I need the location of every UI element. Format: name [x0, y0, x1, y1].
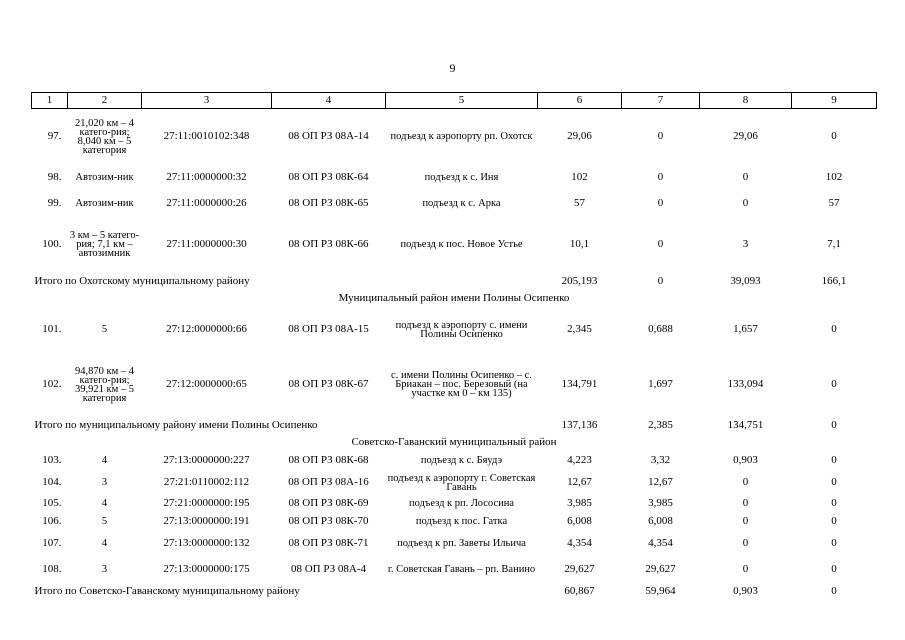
road-category: 94,870 км – 4 катего-рия; 39,921 км – 5 категория — [75, 365, 134, 404]
section-heading: Советско-Гаванский муниципальный район — [351, 436, 557, 448]
total-value: 166,1 — [821, 275, 847, 287]
road-id: 08 ОП РЗ 08К-65 — [288, 197, 369, 209]
length-col-7: 6,008 — [648, 515, 673, 527]
total-label: Итого по Охотскому муниципальному району — [34, 275, 250, 287]
total-label: Итого по муниципальному району имени Полины Осипенко — [34, 419, 318, 431]
road-name: подъезд к пос. Новое Устье — [400, 239, 523, 250]
total-value: 60,867 — [564, 585, 595, 597]
total-value: 134,751 — [727, 419, 764, 431]
total-value: 0 — [831, 419, 837, 431]
length-col-8: 0 — [742, 515, 749, 527]
cadastral-number: 27:11:0000000:30 — [166, 238, 247, 250]
road-name: подъезд к аэропорту г. Советская Гавань — [387, 472, 536, 493]
road-name: подъезд к с. Иня — [424, 172, 499, 183]
table-row — [32, 513, 877, 531]
table-row — [32, 531, 877, 557]
table-row — [32, 451, 877, 471]
cadastral-number: 27:13:0000000:132 — [163, 537, 250, 549]
total-length: 4,223 — [567, 454, 592, 466]
road-name: подъезд к аэропорту рп. Охотск — [390, 131, 533, 143]
road-id: 08 ОП РЗ 08К-64 — [288, 171, 369, 183]
length-col-9: 0 — [831, 323, 837, 335]
cadastral-number: 27:12:0000000:65 — [166, 378, 247, 390]
total-length: 10,1 — [569, 238, 590, 250]
road-name: подъезд к с. Арка — [422, 198, 501, 209]
road-category: 5 — [101, 324, 108, 335]
table-row — [32, 191, 877, 217]
section-heading-row — [32, 435, 877, 451]
total-length: 29,06 — [567, 130, 592, 143]
cadastral-number: 27:13:0000000:191 — [163, 515, 250, 527]
row-number: 106. — [42, 515, 62, 527]
total-length: 29,627 — [564, 563, 595, 575]
column-header: 6 — [538, 93, 622, 109]
length-col-7: 0,688 — [648, 323, 673, 335]
road-category: 5 — [101, 516, 108, 527]
length-col-8: 0 — [742, 563, 749, 575]
road-id: 08 ОП РЗ 08К-68 — [288, 454, 369, 466]
total-value: 0 — [831, 585, 837, 597]
road-name: подъезд к рп. Лососина — [409, 498, 514, 509]
cadastral-number: 27:21:0000000:195 — [163, 497, 250, 509]
length-col-7: 12,67 — [648, 476, 673, 488]
column-header: 1 — [32, 93, 68, 109]
road-id: 08 ОП РЗ 08А-16 — [288, 476, 369, 488]
length-col-9: 7,1 — [827, 238, 841, 250]
length-col-8: 1,657 — [733, 323, 758, 335]
total-value: 59,964 — [645, 585, 676, 597]
total-value: 0 — [657, 275, 664, 287]
length-col-9: 0 — [831, 515, 837, 527]
row-number: 97. — [47, 130, 62, 143]
row-number: 98. — [47, 171, 62, 183]
section-heading: Муниципальный район имени Полины Осипенко — [338, 292, 570, 304]
table-row — [32, 109, 877, 165]
total-value: 2,385 — [648, 419, 673, 431]
column-header: 7 — [622, 93, 700, 109]
length-col-9: 0 — [831, 130, 837, 143]
length-col-9: 0 — [831, 476, 837, 488]
table-header-row — [32, 93, 877, 109]
total-length: 134,791 — [561, 378, 598, 390]
total-length: 2,345 — [567, 323, 592, 335]
road-id: 08 ОП РЗ 08К-69 — [288, 497, 369, 509]
column-header: 9 — [792, 93, 877, 109]
row-number: 104. — [42, 476, 62, 488]
column-header: 2 — [68, 93, 142, 109]
road-name: г. Советская Гавань – рп. Ванино — [387, 564, 536, 575]
road-category: 4 — [101, 538, 108, 549]
cadastral-number: 27:12:0000000:66 — [166, 323, 247, 335]
total-length: 4,354 — [567, 537, 592, 549]
row-number: 107. — [42, 537, 62, 549]
length-col-9: 0 — [831, 378, 837, 390]
cadastral-number: 27:13:0000000:227 — [163, 454, 250, 466]
row-number: 100. — [42, 238, 62, 250]
length-col-9: 102 — [825, 171, 843, 183]
length-col-9: 0 — [831, 497, 837, 509]
length-col-8: 0 — [742, 197, 749, 209]
page-number: 9 — [449, 61, 456, 75]
length-col-8: 133,094 — [727, 378, 764, 390]
total-value: 39,093 — [730, 275, 761, 287]
total-value: 137,136 — [561, 419, 598, 431]
road-id: 08 ОП РЗ 08А-15 — [288, 323, 369, 335]
row-number: 108. — [42, 563, 62, 575]
cadastral-number: 27:11:0000000:26 — [166, 197, 247, 209]
length-col-7: 3,985 — [648, 497, 673, 509]
road-category: 4 — [101, 455, 108, 466]
section-heading-row — [32, 291, 877, 307]
length-col-7: 0 — [657, 130, 664, 143]
length-col-7: 4,354 — [648, 537, 673, 549]
table-row — [32, 217, 877, 273]
row-number: 99. — [47, 197, 62, 209]
length-col-8: 0 — [742, 497, 749, 509]
total-row — [32, 583, 877, 601]
table-row — [32, 165, 877, 191]
length-col-7: 0 — [657, 197, 664, 209]
length-col-8: 0,903 — [733, 454, 758, 466]
total-row — [32, 417, 877, 435]
table-row — [32, 471, 877, 495]
table-row — [32, 557, 877, 583]
road-category: 4 — [101, 498, 108, 509]
road-id: 08 ОП РЗ 08К-66 — [288, 238, 369, 250]
road-id: 08 ОП РЗ 08А-14 — [288, 130, 369, 143]
road-category: 21,020 км – 4 катего-рия; 8,040 км – 5 категория — [75, 117, 134, 156]
cadastral-number: 27:13:0000000:175 — [163, 563, 250, 575]
total-value: 0,903 — [733, 585, 758, 597]
road-name: подъезд к с. Бяудэ — [420, 455, 503, 466]
length-col-7: 29,627 — [645, 563, 676, 575]
road-id: 08 ОП РЗ 08К-67 — [288, 378, 369, 390]
length-col-8: 3 — [742, 238, 749, 250]
road-category: Автозим-ник — [75, 198, 134, 209]
road-id: 08 ОП РЗ 08К-71 — [288, 537, 369, 549]
road-name: подъезд к аэропорту с. имени Полины Осипенко — [395, 319, 528, 340]
total-row — [32, 273, 877, 291]
column-header: 5 — [386, 93, 538, 109]
column-header: 3 — [142, 93, 272, 109]
total-length: 12,67 — [567, 476, 592, 488]
road-name: с. имени Полины Осипенко – с. Бриакан – пос. Березовый (на участке км 0 – км 135) — [391, 370, 532, 399]
table-row — [32, 353, 877, 417]
row-number: 102. — [42, 378, 62, 390]
length-col-7: 1,697 — [648, 378, 673, 390]
cadastral-number: 27:11:0010102:348 — [163, 130, 250, 143]
length-col-7: 3,32 — [650, 454, 671, 466]
length-col-9: 57 — [828, 197, 840, 209]
length-col-9: 0 — [831, 563, 837, 575]
length-col-7: 0 — [657, 171, 664, 183]
length-col-9: 0 — [831, 537, 837, 549]
total-value: 205,193 — [561, 275, 598, 287]
road-name: подъезд к пос. Гатка — [415, 516, 508, 527]
road-category: 3 — [101, 564, 108, 575]
total-length: 6,008 — [567, 515, 592, 527]
length-col-8: 0 — [742, 537, 749, 549]
road-name: подъезд к рп. Заветы Ильича — [397, 538, 526, 549]
table-row — [32, 307, 877, 353]
cadastral-number: 27:11:0000000:32 — [166, 171, 247, 183]
total-length: 102 — [571, 171, 588, 183]
row-number: 105. — [42, 497, 62, 509]
total-label: Итого по Советско-Гаванскому муниципальному району — [34, 585, 300, 597]
road-category: Автозим-ник — [75, 172, 134, 183]
length-col-7: 0 — [657, 238, 664, 250]
road-id: 08 ОП РЗ 08А-4 — [290, 563, 366, 575]
length-col-8: 29,06 — [733, 130, 758, 143]
roads-table — [31, 92, 877, 601]
length-col-9: 0 — [831, 454, 837, 466]
row-number: 103. — [42, 454, 62, 466]
cadastral-number: 27:21:0110002:112 — [163, 476, 250, 488]
length-col-8: 0 — [742, 171, 749, 183]
column-header: 8 — [700, 93, 792, 109]
total-length: 3,985 — [567, 497, 592, 509]
row-number: 101. — [42, 323, 62, 335]
road-category: 3 — [101, 477, 108, 488]
road-id: 08 ОП РЗ 08К-70 — [288, 515, 369, 527]
total-length: 57 — [574, 197, 585, 209]
column-header: 4 — [272, 93, 386, 109]
length-col-8: 0 — [742, 476, 749, 488]
table-row — [32, 495, 877, 513]
road-category: 3 км – 5 катего-рия; 7,1 км – автозимник — [69, 230, 140, 259]
